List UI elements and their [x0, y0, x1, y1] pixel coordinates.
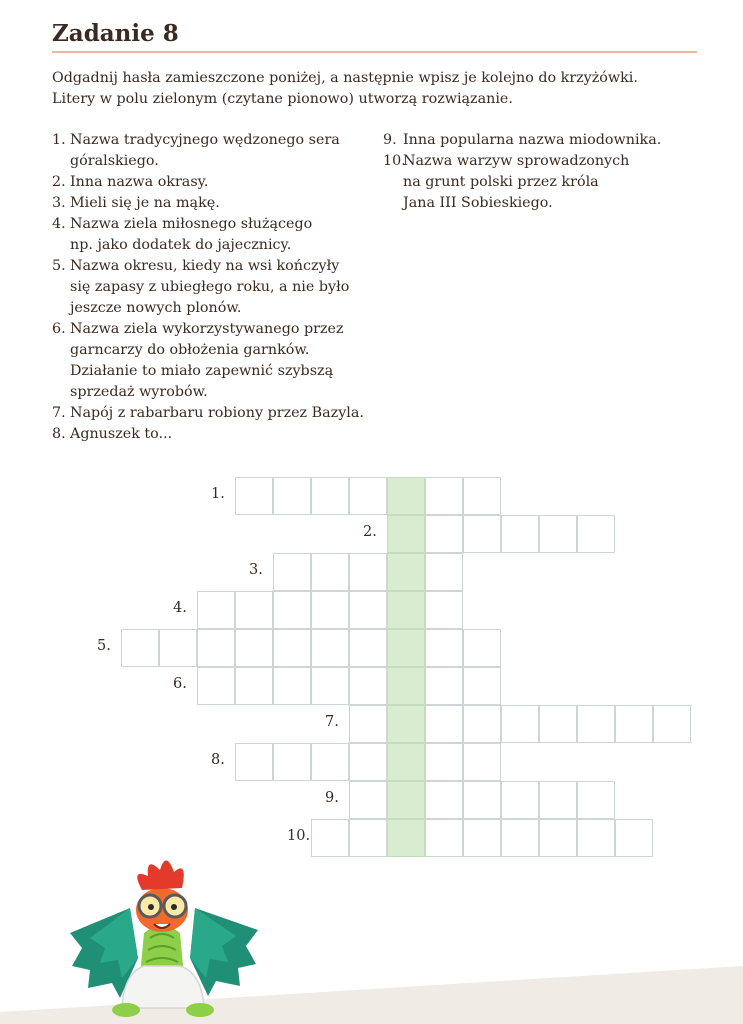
crossword-cell[interactable] [425, 629, 463, 667]
crossword-row-label: 1. [211, 486, 225, 502]
crossword-cell[interactable] [349, 819, 387, 857]
clue-number: 5. [52, 258, 66, 274]
clue-text: Nazwa ziela miłosnego służącego np. jako dodatek do jajecznicy. [70, 216, 313, 253]
page-title: Zadanie 8 [52, 20, 179, 47]
clue-number: 1. [52, 132, 66, 148]
crossword-cell[interactable] [273, 591, 311, 629]
instruction-line: Litery w polu zielonym (czytane pionowo) utworzą rozwiązanie. [52, 91, 513, 107]
crossword-cell[interactable] [539, 515, 577, 553]
clue-number: 7. [52, 405, 66, 421]
instruction-line: Odgadnij hasła zamieszczone poniżej, a następnie wpisz je kolejno do krzyżówki. [52, 70, 638, 86]
crossword-solution-cell[interactable] [387, 591, 425, 629]
clue-text: Nazwa tradycyjnego wędzonego sera góralskiego. [70, 132, 340, 169]
crossword-row-label: 7. [325, 714, 339, 730]
crossword-cell[interactable] [501, 781, 539, 819]
crossword-cell[interactable] [463, 477, 501, 515]
crossword-cell[interactable] [501, 819, 539, 857]
crossword-solution-cell[interactable] [387, 819, 425, 857]
crossword-row-label: 10. [287, 828, 311, 844]
clue-number: 4. [52, 216, 66, 232]
crossword-cell[interactable] [311, 591, 349, 629]
title-underline [52, 51, 697, 53]
clue-number: 6. [52, 321, 66, 337]
clue-item [383, 130, 673, 151]
clue-item [52, 214, 372, 256]
crossword-cell[interactable] [577, 705, 615, 743]
crossword-cell[interactable] [577, 819, 615, 857]
crossword-cell[interactable] [273, 743, 311, 781]
crossword-cell[interactable] [425, 705, 463, 743]
crossword-cell[interactable] [311, 629, 349, 667]
clue-text: Inna nazwa okrasy. [70, 174, 209, 190]
crossword-cell[interactable] [539, 781, 577, 819]
crossword-row-label: 8. [211, 752, 225, 768]
crossword-cell[interactable] [349, 629, 387, 667]
clue-item [52, 130, 372, 172]
crossword-cell[interactable] [349, 553, 387, 591]
crossword-cell[interactable] [311, 743, 349, 781]
crossword-solution-cell[interactable] [387, 705, 425, 743]
crossword-cell[interactable] [463, 819, 501, 857]
crossword-cell[interactable] [273, 629, 311, 667]
crossword-cell[interactable] [349, 781, 387, 819]
clue-text: Inna popularna nazwa miodownika. [403, 132, 662, 148]
crossword-solution-cell[interactable] [387, 477, 425, 515]
crossword-cell[interactable] [349, 591, 387, 629]
clue-item [52, 319, 372, 403]
clue-text: Napój z rabarbaru robiony przez Bazyla. [70, 405, 364, 421]
crossword-solution-cell[interactable] [387, 515, 425, 553]
crossword-cell[interactable] [463, 781, 501, 819]
crossword-cell[interactable] [235, 667, 273, 705]
task-instructions [52, 68, 702, 110]
clue-number: 2. [52, 174, 66, 190]
crossword-cell[interactable] [235, 591, 273, 629]
clue-number: 8. [52, 426, 66, 442]
crossword-cell[interactable] [501, 515, 539, 553]
clue-item [52, 424, 372, 445]
clue-text: Nazwa ziela wykorzystywanego przez garncarzy do obłożenia garnków. Działanie to miało zapewnić szybszą sprzedaż wyrobów. [70, 321, 344, 400]
crossword-cell[interactable] [425, 781, 463, 819]
crossword-cell[interactable] [349, 477, 387, 515]
clue-number: 9. [383, 132, 397, 148]
crossword-cell[interactable] [349, 743, 387, 781]
crossword-cell[interactable] [653, 705, 691, 743]
crossword-cell[interactable] [311, 477, 349, 515]
crossword-cell[interactable] [349, 667, 387, 705]
crossword-cell[interactable] [235, 743, 273, 781]
clue-text: Nazwa okresu, kiedy na wsi kończyły się zapasy z ubiegłego roku, a nie było jeszcze nowych plonów. [70, 258, 350, 316]
crossword-solution-cell[interactable] [387, 781, 425, 819]
crossword-cell[interactable] [425, 591, 463, 629]
crossword-cell[interactable] [463, 705, 501, 743]
crossword-cell[interactable] [425, 743, 463, 781]
crossword-cell[interactable] [349, 705, 387, 743]
crossword-cell[interactable] [463, 629, 501, 667]
crossword-cell[interactable] [425, 553, 463, 591]
clue-item [52, 172, 372, 193]
crossword-cell[interactable] [577, 781, 615, 819]
crossword-cell[interactable] [273, 667, 311, 705]
crossword-row-label: 3. [249, 562, 263, 578]
crossword-cell[interactable] [425, 819, 463, 857]
clue-item [52, 256, 372, 319]
crossword-cell[interactable] [197, 591, 235, 629]
clue-item [52, 403, 372, 424]
crossword-cell[interactable] [577, 515, 615, 553]
crossword-solution-cell[interactable] [387, 667, 425, 705]
clue-number: 3. [52, 195, 66, 211]
crossword-cell[interactable] [539, 819, 577, 857]
crossword-cell[interactable] [539, 705, 577, 743]
crossword-cell[interactable] [615, 819, 653, 857]
crossword-cell[interactable] [273, 477, 311, 515]
clue-list-left [52, 130, 372, 445]
crossword-cell[interactable] [425, 477, 463, 515]
crossword-cell[interactable] [615, 705, 653, 743]
crossword-cell[interactable] [463, 743, 501, 781]
crossword-row-label: 5. [97, 638, 111, 654]
clue-item [52, 193, 372, 214]
crossword-cell[interactable] [235, 629, 273, 667]
crossword-cell[interactable] [159, 629, 197, 667]
clue-number: 10. [383, 153, 406, 169]
crossword-cell[interactable] [463, 667, 501, 705]
crossword-cell[interactable] [311, 667, 349, 705]
crossword-row-label: 9. [325, 790, 339, 806]
crossword-solution-cell[interactable] [387, 553, 425, 591]
crossword-row-label: 2. [363, 524, 377, 540]
crossword-cell[interactable] [311, 553, 349, 591]
clue-text: Agnuszek to... [70, 426, 173, 442]
crossword-cell[interactable] [425, 515, 463, 553]
clue-item [383, 151, 673, 214]
clue-text: Mieli się je na mąkę. [70, 195, 220, 211]
crossword-cell[interactable] [121, 629, 159, 667]
crossword-cell[interactable] [501, 705, 539, 743]
crossword-cell[interactable] [463, 515, 501, 553]
crossword-cell[interactable] [425, 667, 463, 705]
dragon-mascot-illustration [60, 838, 270, 1024]
crossword-cell[interactable] [273, 553, 311, 591]
crossword-cell[interactable] [197, 667, 235, 705]
crossword-row-label: 4. [173, 600, 187, 616]
crossword-row-label: 6. [173, 676, 187, 692]
clue-text: Nazwa warzyw sprowadzonych na grunt polski przez króla Jana III Sobieskiego. [403, 153, 630, 211]
crossword-cell[interactable] [235, 477, 273, 515]
crossword-cell[interactable] [311, 819, 349, 857]
crossword-solution-cell[interactable] [387, 629, 425, 667]
crossword-solution-cell[interactable] [387, 743, 425, 781]
clue-list-right [383, 130, 673, 214]
crossword-cell[interactable] [197, 629, 235, 667]
